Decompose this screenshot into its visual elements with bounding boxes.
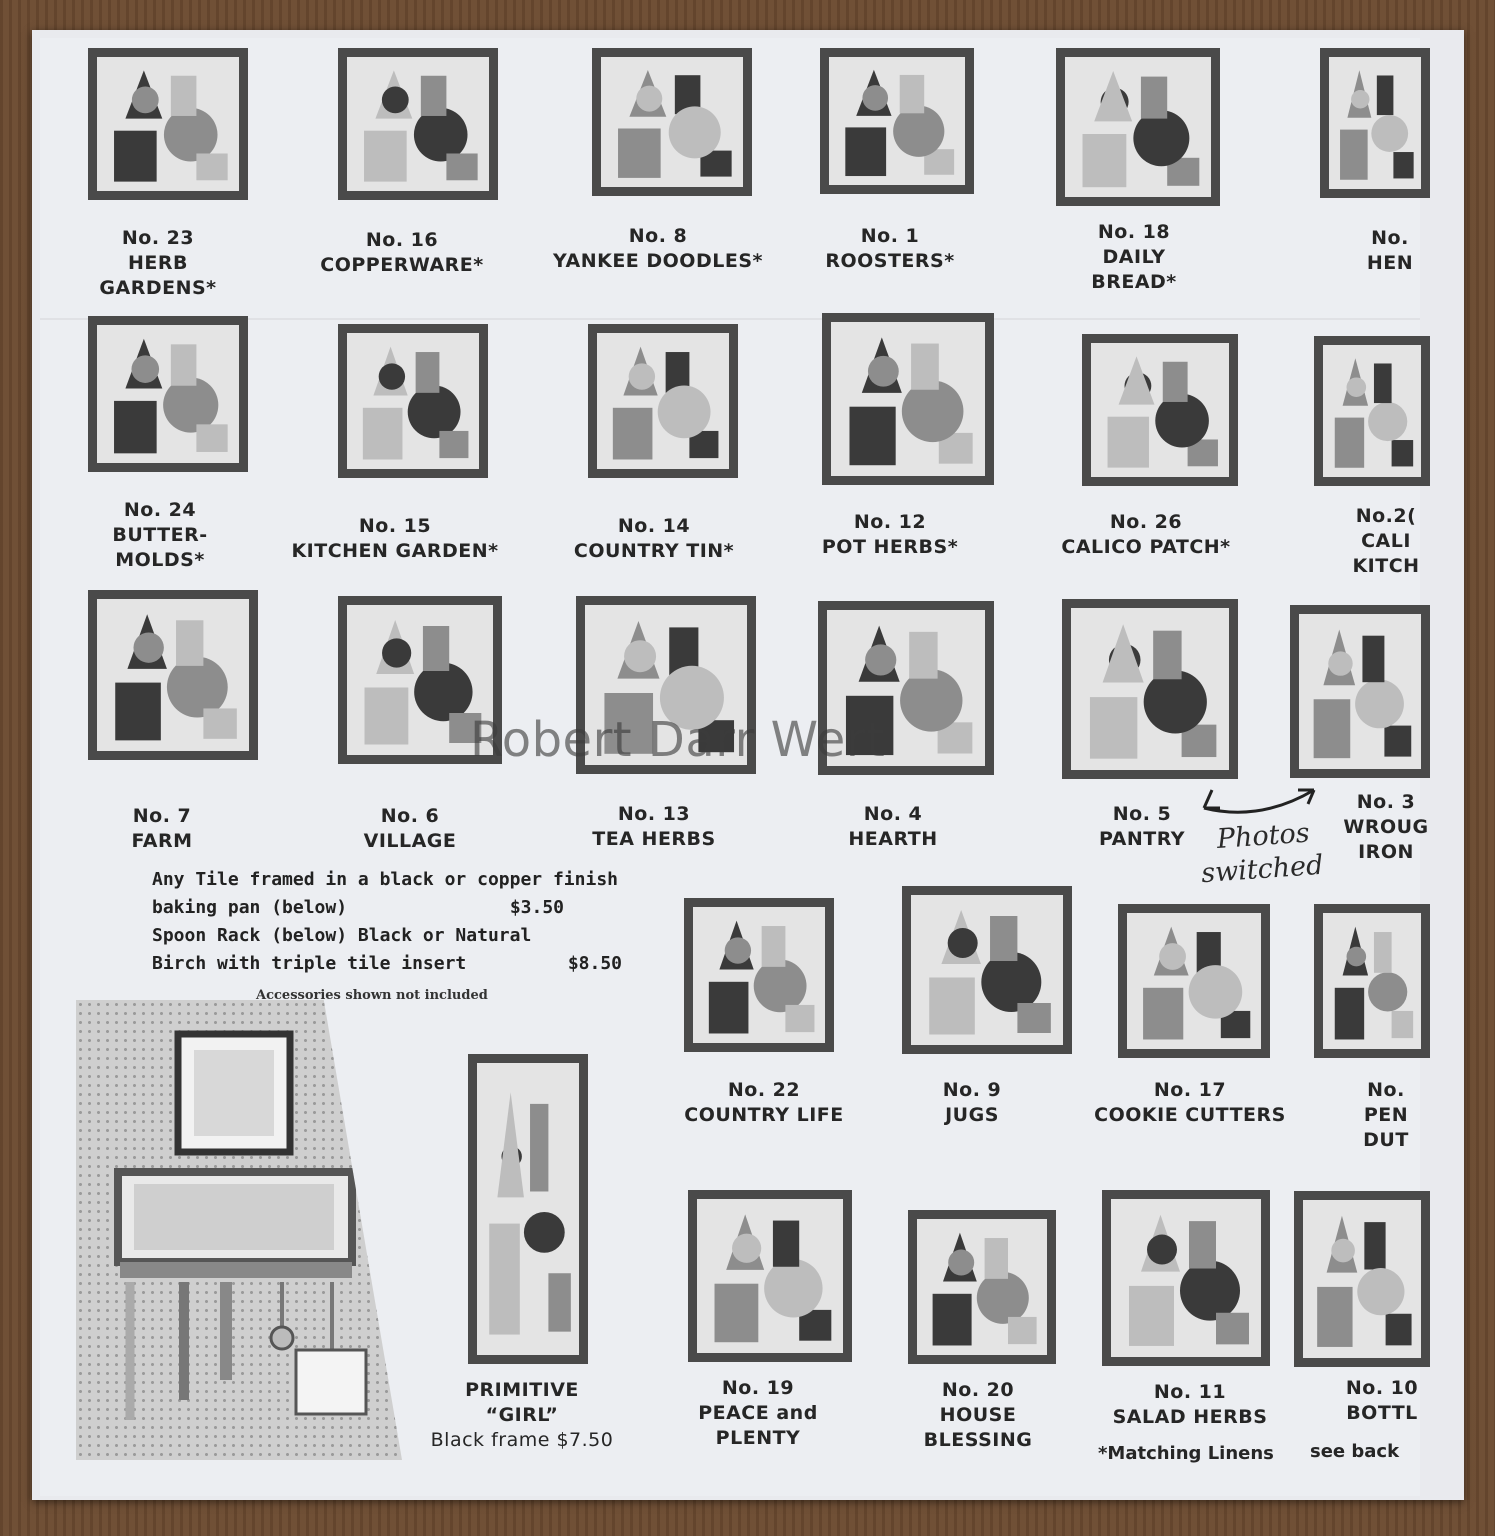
tile-t7: [88, 590, 258, 760]
tile-label-t20: [924, 1378, 1033, 1453]
tile-t20: [908, 1210, 1056, 1364]
tile-label-line: COUNTRY LIFE: [684, 1104, 844, 1126]
tile-label-t14: [574, 514, 734, 564]
tile-label-t18: [1091, 220, 1177, 295]
tile-label-line: No. 20: [941, 1379, 1015, 1401]
tile-label-line: ROOSTERS*: [825, 250, 955, 272]
tile-label-line: No. 6: [380, 805, 440, 827]
tile-t_pen: [1314, 904, 1430, 1058]
tile-label-t_hen: [1367, 226, 1413, 276]
pricing-birch: Birch with triple tile insert: [152, 953, 467, 974]
pricing-line-2: [152, 894, 622, 922]
tile-label-line: HEARTH: [848, 828, 938, 850]
handwritten-line-2: switched: [1200, 849, 1325, 890]
tile-label-line: DAILY: [1102, 246, 1166, 268]
tile-label-line: No. 17: [1153, 1079, 1227, 1101]
tile-label-line: PRIMITIVE: [465, 1379, 579, 1401]
tile-t21: [1314, 336, 1430, 486]
tile-label-line: VILLAGE: [363, 830, 457, 852]
tile-label-line: No. 9: [942, 1079, 1002, 1101]
tile-label-t9: [943, 1078, 1002, 1128]
tile-label-line: PEN: [1363, 1104, 1409, 1126]
pricing-baking-pan: baking pan (below): [152, 897, 348, 918]
tile-t17: [1118, 904, 1270, 1058]
pricing-line-4: [152, 950, 622, 978]
tile-label-line: HERB: [127, 252, 188, 274]
tile-label-line: WROUG: [1343, 816, 1429, 838]
tile-t26: [1082, 334, 1238, 486]
tile-t9: [902, 886, 1072, 1054]
tile-label-t16: [320, 228, 483, 278]
tile-label-line: No.: [1371, 227, 1409, 249]
tile-t23: [88, 48, 248, 200]
tile-label-t24: [112, 498, 207, 573]
pricing-text: [152, 866, 622, 978]
tile-label-t21: [1352, 504, 1419, 579]
tile-label-line: No. 22: [727, 1079, 801, 1101]
tile-label-line: HOUSE: [939, 1404, 1017, 1426]
tile-label-line: Black frame $7.50: [430, 1429, 614, 1451]
tile-label-line: COPPERWARE*: [320, 254, 484, 276]
tile-t1: [820, 48, 974, 194]
tile-label-line: No. 12: [853, 511, 927, 533]
tile-t11: [1102, 1190, 1270, 1366]
tile-label-line: MOLDS*: [115, 549, 205, 571]
handwritten-line-1: Photos: [1215, 817, 1311, 856]
tile-label-t19: [698, 1376, 818, 1451]
tile-label-line: COUNTRY TIN*: [573, 540, 735, 562]
tile-label-line: IRON: [1358, 841, 1414, 863]
tile-label-t11: [1113, 1380, 1268, 1430]
tile-label-line: KITCHEN GARDEN*: [291, 540, 499, 562]
tile-label-line: No. 19: [721, 1377, 795, 1399]
tile-label-line: No. 10: [1345, 1377, 1419, 1399]
tile-label-tgirl: [431, 1378, 614, 1453]
tile-label-line: COOKIE CUTTERS: [1094, 1104, 1286, 1126]
tile-t24: [88, 316, 248, 472]
tile-label-t10: [1346, 1376, 1418, 1426]
tile-label-line: DUT: [1363, 1129, 1409, 1151]
tile-label-t5: [1099, 802, 1185, 852]
tile-label-t3: [1343, 790, 1428, 865]
tile-label-line: CALI: [1361, 530, 1411, 552]
tile-label-t4: [848, 802, 937, 852]
tile-label-t22: [684, 1078, 843, 1128]
tile-label-t23: [99, 226, 216, 301]
tile-label-line: YANKEE DOODLES*: [553, 250, 763, 272]
tile-label-line: No. 26: [1109, 511, 1183, 533]
tile-label-line: PEACE and: [698, 1402, 818, 1424]
tile-label-t7: [131, 804, 192, 854]
tile-label-line: No. 13: [617, 803, 691, 825]
tile-label-line: No. 11: [1153, 1381, 1227, 1403]
tile-label-line: FARM: [131, 830, 193, 852]
tile-label-line: HEN: [1366, 252, 1414, 274]
handwritten-note: [1198, 816, 1325, 890]
watermark: Robert Darr Wert: [470, 712, 886, 768]
tile-t14: [588, 324, 738, 478]
tile-t16: [338, 48, 498, 200]
accessories-note: Accessories shown not included: [256, 988, 488, 1003]
tile-t15: [338, 324, 488, 478]
price-baking-pan: $3.50: [509, 897, 564, 918]
tile-tgirl: [468, 1054, 588, 1364]
pricing-line-1: Any Tile framed in a black or copper finish: [152, 869, 618, 890]
tile-t22: [684, 898, 834, 1052]
spoon-rack-photo: [76, 1000, 402, 1460]
tile-label-line: No. 8: [628, 225, 688, 247]
tile-label-t12: [822, 510, 958, 560]
tile-t12: [822, 313, 994, 485]
tile-label-line: No. 4: [863, 803, 923, 825]
price-spoon-rack: $8.50: [567, 953, 622, 974]
spoon-rack-photo-art: [76, 1000, 402, 1460]
tile-t8: [592, 48, 752, 196]
tile-label-line: BLESSING: [923, 1429, 1033, 1451]
tile-label-line: No. 14: [617, 515, 691, 537]
tile-label-t15: [291, 514, 498, 564]
tile-label-t17: [1094, 1078, 1286, 1128]
tile-label-line: PLENTY: [715, 1427, 801, 1449]
tile-label-line: SALAD HERBS: [1112, 1406, 1268, 1428]
tile-t19: [688, 1190, 852, 1362]
matching-linens-note: *Matching Linens: [1098, 1443, 1274, 1464]
tile-t18: [1056, 48, 1220, 206]
tile-label-line: PANTRY: [1098, 828, 1186, 850]
tile-label-line: TEA HERBS: [592, 828, 716, 850]
tile-label-line: CALICO PATCH*: [1061, 536, 1231, 558]
tile-t3: [1290, 605, 1430, 778]
tile-label-line: No. 24: [123, 499, 197, 521]
tile-label-line: JUGS: [945, 1104, 999, 1126]
see-back-note: see back: [1310, 1441, 1400, 1462]
tile-label-line: No. 5: [1112, 803, 1172, 825]
tile-label-line: BUTTER-: [112, 524, 208, 546]
pricing-line-3: Spoon Rack (below) Black or Natural: [152, 925, 532, 946]
tile-t5: [1062, 599, 1238, 779]
tile-label-line: GARDENS*: [99, 277, 217, 299]
tile-label-line: No. 1: [860, 225, 920, 247]
tile-label-t1: [825, 224, 954, 274]
tile-t_hen: [1320, 48, 1430, 198]
tile-label-line: No. 18: [1097, 221, 1171, 243]
tile-label-line: No. 7: [132, 805, 192, 827]
tile-label-line: No. 3: [1356, 791, 1416, 813]
tile-label-t13: [592, 802, 715, 852]
tile-label-line: “GIRL”: [485, 1404, 559, 1426]
tile-label-t6: [364, 804, 457, 854]
tile-t10: [1294, 1191, 1430, 1367]
tile-label-line: No. 23: [121, 227, 195, 249]
tile-label-line: No. 16: [365, 229, 439, 251]
tile-label-line: BREAD*: [1091, 271, 1177, 293]
tile-label-t8: [553, 224, 763, 274]
tile-label-line: POT HERBS*: [821, 536, 959, 558]
tile-label-line: No.: [1367, 1079, 1405, 1101]
tile-label-t_pen: [1363, 1078, 1409, 1153]
tile-label-line: No.2(: [1355, 505, 1417, 527]
tile-label-line: No. 15: [358, 515, 432, 537]
tile-label-line: BOTTL: [1346, 1402, 1418, 1424]
tile-label-t26: [1061, 510, 1230, 560]
tile-label-line: KITCH: [1352, 555, 1420, 577]
